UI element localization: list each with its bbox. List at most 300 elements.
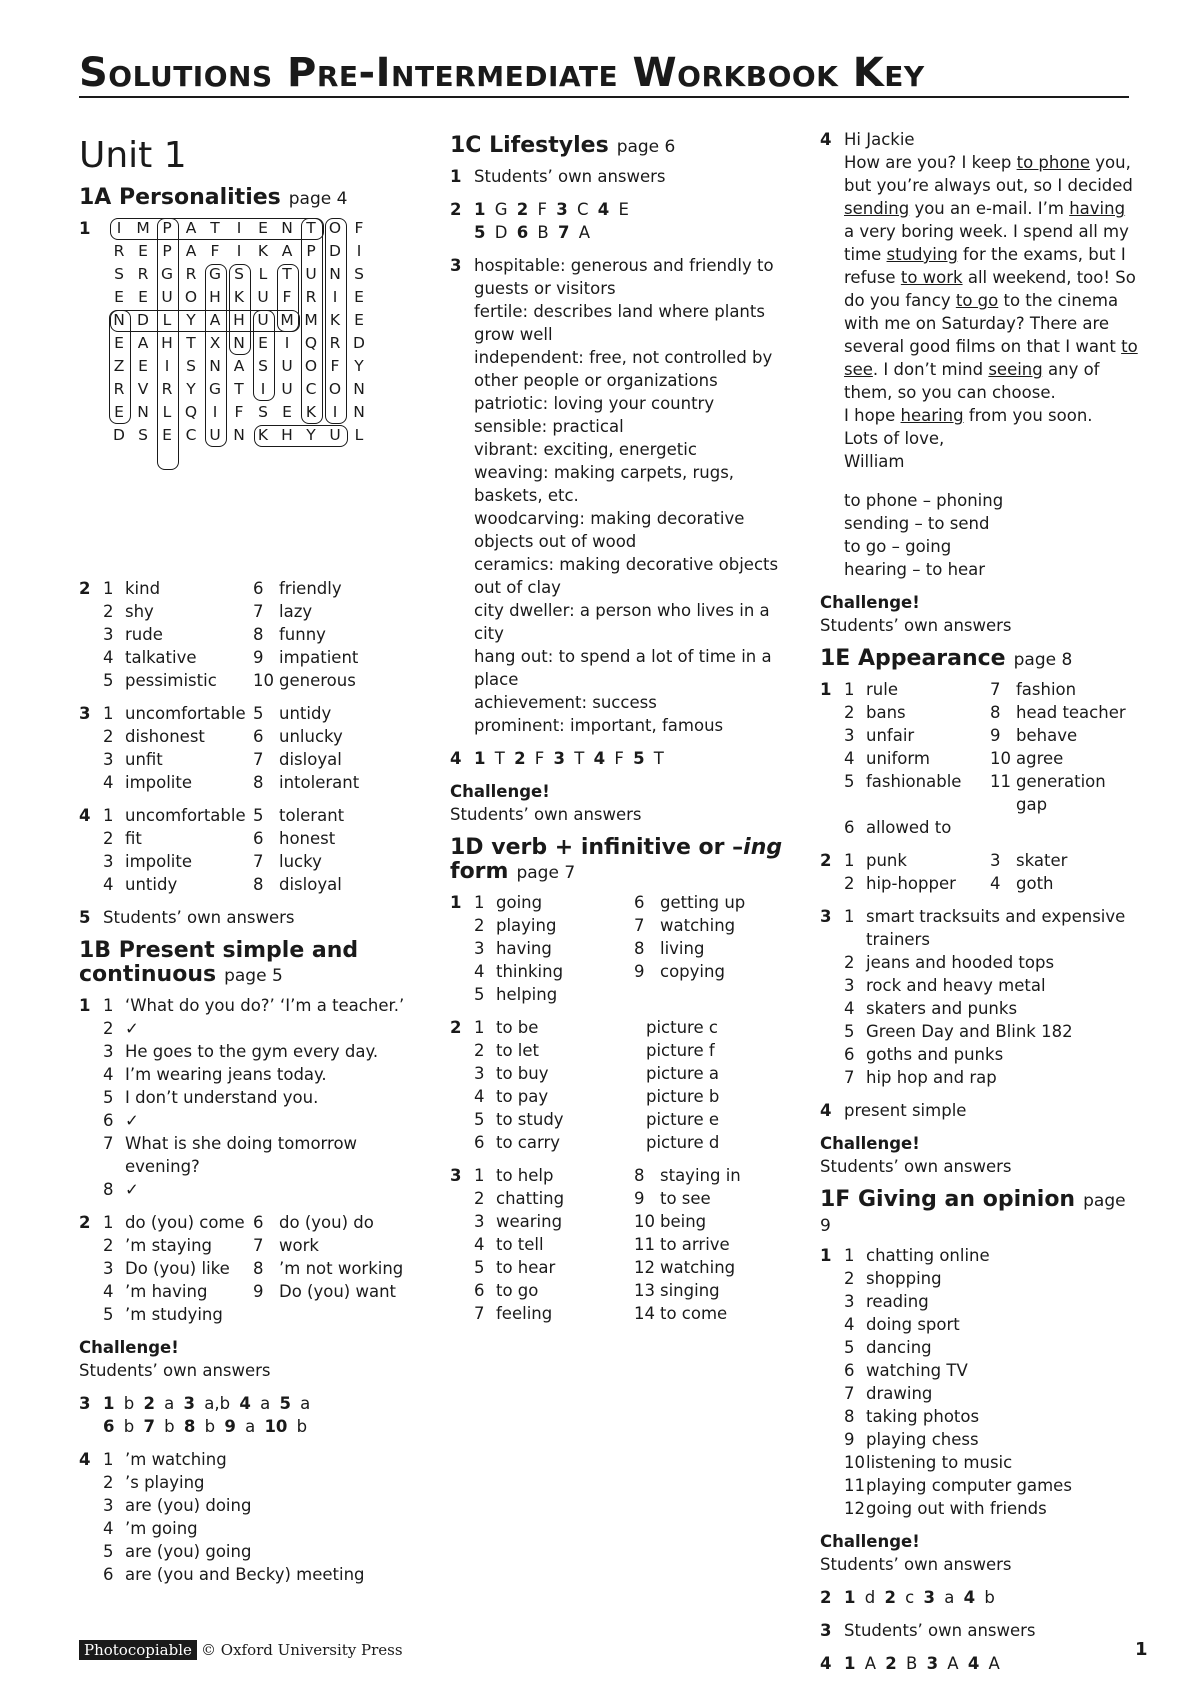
answer-row	[844, 1474, 1140, 1497]
challenge-text: Students’ own answers	[820, 616, 1012, 635]
word-search-letter: S	[234, 265, 244, 283]
section-title-1a	[79, 186, 424, 211]
answer-text: uniform	[866, 749, 930, 768]
answer-line	[844, 1586, 1140, 1609]
answer-number: 6	[844, 818, 855, 837]
answer-row	[103, 1471, 424, 1494]
answer-text: to hear	[496, 1258, 556, 1277]
answer-text: doing sport	[866, 1315, 960, 1334]
answer-letter: b	[114, 1417, 144, 1436]
answer-number: 4	[597, 200, 610, 219]
answer-number: 6	[253, 1213, 264, 1232]
answer-text: What is she doing tomorrow evening?	[125, 1134, 358, 1176]
answer-number: 5	[474, 1110, 485, 1129]
word-search-letter: I	[260, 380, 266, 398]
word-search-letter: A	[209, 311, 221, 329]
section-title-1e-text: 1E Appearance	[820, 646, 1006, 671]
definition-line: ceramics: making decorative objects out of clay	[474, 555, 779, 597]
answer-text: to help	[496, 1166, 554, 1185]
word-search-letter: K	[257, 426, 269, 444]
answer-item	[990, 770, 1140, 816]
picture-reference: picture f	[646, 1041, 715, 1060]
answer-row	[844, 1428, 1140, 1451]
challenge-label: Challenge!	[450, 782, 550, 801]
word-search-letter: E	[162, 426, 172, 444]
correction-line: sending – to send	[844, 514, 990, 533]
answer-text: to let	[496, 1041, 540, 1060]
answer-text: dishonest	[125, 727, 205, 746]
word-search-letter: F	[210, 242, 220, 260]
answer-text: honest	[279, 829, 336, 848]
answer-row	[103, 1109, 424, 1132]
answer-letter: b	[195, 1417, 225, 1436]
answer-letter: a	[154, 1394, 184, 1413]
answer-row	[103, 600, 424, 623]
answer-number: 2	[516, 200, 529, 219]
answer-text: do (you) do	[279, 1213, 374, 1232]
section-title-1c-text: 1C Lifestyles	[450, 133, 609, 158]
answer-item	[103, 1211, 253, 1234]
word-search-letter: E	[354, 311, 364, 329]
word-box-rude	[229, 264, 251, 355]
answer-line	[103, 1415, 424, 1438]
exercise-answers	[844, 1586, 1140, 1609]
answer-row	[103, 1540, 424, 1563]
answer-text: tolerant	[279, 806, 345, 825]
definition-line: patriotic: loving your country	[474, 394, 715, 413]
answer-number: 1	[474, 893, 485, 912]
answer-number: 2	[514, 749, 526, 768]
correction-line: hearing – to hear	[844, 560, 986, 579]
answer-number: 4	[103, 1519, 114, 1538]
word-search-letter: R	[113, 242, 125, 260]
word-box-pessimistic	[157, 218, 179, 470]
word-search-letter: E	[354, 288, 364, 306]
answer-number: 3	[103, 1496, 114, 1515]
answer-text: to be	[496, 1018, 539, 1037]
word-search-letter: T	[210, 219, 220, 237]
word-search-letter: Z	[113, 357, 125, 375]
answer-number: 7	[143, 1417, 155, 1436]
word-search-letter: S	[138, 426, 148, 444]
column-middle	[450, 128, 795, 1335]
answer-item	[474, 1016, 646, 1039]
answer-number: 1	[844, 680, 855, 699]
word-search-letter: A	[281, 242, 293, 260]
answer-number: 9	[634, 962, 645, 981]
answer-number: 4	[474, 962, 485, 981]
answer-text: kind	[125, 579, 161, 598]
exercise-number: 2	[820, 1588, 832, 1607]
answer-row	[474, 1302, 795, 1325]
answer-text: intolerant	[279, 773, 360, 792]
answer-number: 7	[253, 602, 264, 621]
answer-number: 10	[990, 749, 1011, 768]
exercise-answer-text: Students’ own answers	[844, 1621, 1036, 1640]
answer-row	[474, 1016, 795, 1039]
answer-number: 2	[103, 602, 114, 621]
answer-number: 7	[253, 750, 264, 769]
header-rule	[79, 96, 1129, 98]
answer-item	[253, 1211, 374, 1234]
word-search-letter: O	[184, 288, 198, 306]
answer-number: 2	[844, 703, 855, 722]
answer-text: to go	[496, 1281, 539, 1300]
word-search-letter: E	[114, 334, 124, 352]
answer-item	[474, 1108, 646, 1131]
answer-text: head teacher	[1016, 703, 1126, 722]
letter-corrections	[844, 489, 1140, 581]
exercise-answer-text: present simple	[844, 1101, 967, 1120]
answer-text: copying	[660, 962, 725, 981]
answer-text: reading	[866, 1292, 929, 1311]
answer-row	[103, 1494, 424, 1517]
answer-number: 10	[634, 1212, 655, 1231]
challenge-text: Students’ own answers	[450, 805, 642, 824]
answer-item	[844, 872, 990, 895]
word-search-letter: E	[258, 334, 268, 352]
answer-number: 9	[253, 648, 264, 667]
answer-text: fashionable	[866, 772, 962, 791]
answer-number: 6	[253, 727, 264, 746]
exercise-1f-4	[820, 1652, 1140, 1675]
answer-text: He goes to the gym every day.	[125, 1042, 379, 1061]
answer-row	[103, 1234, 424, 1257]
word-search-letter: C	[185, 426, 197, 444]
answer-text: friendly	[279, 579, 342, 598]
answer-text: to pay	[496, 1087, 549, 1106]
word-search-letter: N	[209, 357, 221, 375]
answer-row	[844, 1451, 1140, 1474]
answer-number: 12	[634, 1258, 655, 1277]
answer-text: rude	[125, 625, 163, 644]
answer-row	[103, 994, 424, 1017]
answer-row	[103, 771, 424, 794]
answer-letter: F	[525, 749, 554, 768]
answer-text: disloyal	[279, 875, 342, 894]
picture-reference: picture d	[646, 1133, 720, 1152]
answer-row	[103, 1257, 424, 1280]
answer-number: 8	[634, 1166, 645, 1185]
answer-text: listening to music	[866, 1453, 1013, 1472]
answer-row	[103, 1040, 424, 1063]
answer-text: playing	[496, 916, 557, 935]
letter-text-segment: you, but you’re always out, so I decided	[844, 153, 1133, 195]
answer-item	[253, 702, 331, 725]
answer-item	[253, 669, 356, 692]
answer-number: 1	[103, 996, 114, 1015]
word-search-letter: N	[281, 219, 293, 237]
section-title-1d-line2: form	[450, 859, 509, 884]
answer-letter: T	[565, 749, 594, 768]
answer-number: 4	[103, 648, 114, 667]
answer-number: 6	[103, 1417, 115, 1436]
exercise-1b-1	[79, 994, 424, 1201]
answer-text: smart tracksuits and expensive trainers	[866, 907, 1126, 949]
answer-number: 11	[634, 1235, 655, 1254]
answer-letter: C	[567, 200, 598, 219]
section-title-1b-line2: continuous	[79, 962, 217, 987]
answer-item	[990, 747, 1063, 770]
answer-item	[103, 600, 253, 623]
answer-line	[474, 198, 795, 221]
answer-number: 8	[103, 1180, 114, 1199]
answer-item	[634, 1256, 735, 1279]
answer-letter: b	[114, 1394, 144, 1413]
answer-item	[634, 1302, 727, 1325]
answer-number: 5	[103, 1088, 114, 1107]
answer-item	[844, 724, 990, 747]
answer-number: 11	[990, 772, 1011, 791]
answer-letter: D	[485, 223, 517, 242]
exercise-number: 2	[79, 1213, 91, 1232]
word-search-letter: T	[282, 265, 292, 283]
word-search-letter: E	[138, 288, 148, 306]
answer-row	[474, 1233, 795, 1256]
exercise-answers	[474, 747, 795, 770]
word-search-letter: V	[137, 380, 149, 398]
word-search-letter: O	[328, 380, 342, 398]
exercise-1a-2	[79, 577, 424, 692]
answer-number: 5	[844, 772, 855, 791]
answer-number: 8	[253, 1259, 264, 1278]
word-box-kind	[254, 425, 348, 447]
section-title-1f	[820, 1188, 1140, 1238]
answer-line	[474, 747, 795, 770]
answer-item	[474, 983, 634, 1006]
answer-letter: F	[528, 200, 557, 219]
answer-item	[474, 937, 634, 960]
answer-letter: B	[528, 223, 558, 242]
word-search-letter: Y	[354, 357, 364, 375]
answer-text: generous	[279, 671, 356, 690]
exercise-number: 4	[820, 130, 832, 149]
word-box-generous	[205, 264, 227, 447]
exercise-number: 4	[79, 1450, 91, 1469]
answer-row	[103, 1211, 424, 1234]
word-search-letter: U	[257, 311, 269, 329]
answer-number: 2	[103, 727, 114, 746]
answer-row	[844, 1336, 1140, 1359]
answer-text: to study	[496, 1110, 564, 1129]
answer-item	[253, 1257, 403, 1280]
answer-number: 2	[474, 1041, 485, 1060]
answer-number: 5	[103, 1542, 114, 1561]
answer-item	[474, 1164, 634, 1187]
answer-text: pessimistic	[125, 671, 217, 690]
answer-item	[474, 1131, 646, 1154]
answer-item	[253, 623, 326, 646]
word-search-letter: N	[113, 311, 125, 329]
answer-item	[253, 850, 322, 873]
answer-row	[844, 678, 1140, 701]
answer-text: to tell	[496, 1235, 544, 1254]
answer-letter: A	[569, 223, 591, 242]
answer-text: agree	[1016, 749, 1064, 768]
answer-number: 9	[844, 1430, 855, 1449]
answer-item	[474, 1233, 634, 1256]
exercise-number: 2	[820, 851, 832, 870]
answer-item	[634, 891, 745, 914]
word-search-letter: I	[164, 357, 170, 375]
answer-number: 3	[103, 1042, 114, 1061]
letter-text-segment: for the exams, but I refuse	[844, 245, 1126, 287]
answer-text: punk	[866, 851, 907, 870]
exercise-1e-1	[820, 678, 1140, 839]
answer-number: 8	[183, 1417, 196, 1436]
answer-item	[103, 850, 253, 873]
answer-number: 3	[844, 726, 855, 745]
answer-number: 12	[844, 1499, 865, 1518]
exercise-1c-3	[450, 254, 795, 737]
answer-row	[103, 804, 424, 827]
answer-row	[103, 1063, 424, 1086]
answer-row	[474, 914, 795, 937]
word-search-letter: K	[233, 288, 245, 306]
answer-item	[253, 804, 344, 827]
answer-text: allowed to	[866, 818, 952, 837]
answer-number	[990, 816, 1016, 839]
answer-row	[474, 1164, 795, 1187]
word-search-letter: Q	[304, 334, 318, 352]
word-search-letter: Y	[186, 311, 196, 329]
answer-number	[253, 1303, 279, 1326]
answer-text: Green Day and Blink 182	[866, 1022, 1073, 1041]
answer-text: singing	[660, 1281, 720, 1300]
answer-item	[990, 816, 1016, 839]
answer-text: thinking	[496, 962, 564, 981]
answer-number: 5	[253, 704, 264, 723]
answer-number: 11	[844, 1476, 865, 1495]
answer-number: 8	[253, 875, 264, 894]
unit-title: Unit 1	[79, 135, 187, 176]
challenge-text: Students’ own answers	[820, 1555, 1012, 1574]
exercise-number: 4	[820, 1101, 832, 1120]
exercise-number: 2	[450, 1018, 462, 1037]
exercise-1a-1	[79, 217, 424, 567]
answer-text: playing chess	[866, 1430, 979, 1449]
challenge-text: Students’ own answers	[79, 1361, 271, 1380]
exercise-number: 2	[450, 200, 462, 219]
answer-number: 2	[844, 874, 855, 893]
exercise-answers	[474, 891, 795, 1006]
answer-text: behave	[1016, 726, 1078, 745]
answer-number: 5	[474, 1258, 485, 1277]
exercise-1a-5	[79, 906, 424, 929]
exercise-number: 3	[820, 1621, 832, 1640]
answer-number: 8	[844, 1407, 855, 1426]
answer-number: 3	[923, 1588, 935, 1607]
column-right	[820, 128, 1140, 1685]
answer-item	[634, 914, 735, 937]
exercise-answers	[103, 702, 424, 794]
answer-number: 6	[474, 1133, 485, 1152]
answer-row	[103, 1280, 424, 1303]
word-search-letter: L	[162, 311, 172, 329]
section-title-1c	[450, 134, 795, 159]
answer-text: fashion	[1016, 680, 1077, 699]
word-search-letter: L	[258, 265, 268, 283]
answer-number: 6	[253, 829, 264, 848]
word-search-letter: D	[113, 426, 125, 444]
section-page-1d: page 7	[516, 863, 576, 883]
answer-row	[103, 1086, 424, 1109]
word-search-letter: I	[116, 219, 122, 237]
letter-text-segment: How are you? I keep	[844, 153, 1017, 172]
answer-number: 7	[103, 1134, 114, 1153]
word-search-letter: E	[114, 403, 124, 421]
answer-number: 14	[634, 1304, 655, 1323]
answer-row	[103, 1563, 424, 1586]
word-search-letter: G	[208, 380, 221, 398]
answer-text: are (you) going	[125, 1542, 252, 1561]
answer-row	[844, 1382, 1140, 1405]
answer-text: rule	[866, 680, 898, 699]
word-search-letter: T	[306, 219, 316, 237]
answer-number: 4	[103, 1282, 114, 1301]
answer-number: 3	[474, 939, 485, 958]
letter-text-segment: a very boring week. I spend all my time	[844, 222, 1129, 264]
section-title-1b-line1: 1B Present simple and	[79, 938, 359, 963]
answer-number: 7	[844, 1384, 855, 1403]
answer-text: impolite	[125, 852, 193, 871]
answer-item	[634, 960, 725, 983]
exercise-1f-2	[820, 1586, 1140, 1609]
answer-row	[844, 1290, 1140, 1313]
word-search-letter: M	[280, 311, 294, 329]
challenge-label: Challenge!	[820, 1532, 920, 1551]
exercise-number: 2	[79, 579, 91, 598]
letter-text-segment: all weekend, too! So do you fancy	[844, 268, 1136, 310]
answer-item	[474, 960, 634, 983]
word-search-letter: D	[329, 242, 341, 260]
answer-number: 1	[103, 806, 114, 825]
answer-letter: B	[896, 1654, 927, 1673]
word-search-letter: R	[305, 288, 317, 306]
exercise-answers	[844, 905, 1140, 1089]
answer-letter: F	[605, 749, 634, 768]
answer-text: ’m staying	[125, 1236, 213, 1255]
answer-letter: A	[938, 1654, 968, 1673]
letter-underlined-word: to see	[844, 337, 1138, 379]
answer-row	[474, 1085, 795, 1108]
word-search-letter: I	[236, 242, 242, 260]
answer-item	[990, 849, 1067, 872]
answer-row	[103, 646, 424, 669]
answer-row	[103, 873, 424, 896]
answer-row	[474, 1279, 795, 1302]
answer-item	[103, 1234, 253, 1257]
answer-letter: a	[235, 1417, 265, 1436]
answer-text: unfair	[866, 726, 915, 745]
exercise-number: 3	[79, 1394, 91, 1413]
answer-text: ‘What do you do?’ ‘I’m a teacher.’	[125, 996, 405, 1015]
exercise-1f-1	[820, 1244, 1140, 1520]
answer-letter: a	[934, 1588, 964, 1607]
answer-item	[844, 849, 990, 872]
correction-line: to phone – phoning	[844, 491, 1004, 510]
answer-number: 5	[103, 671, 114, 690]
section-page-1b: page 5	[224, 966, 283, 986]
word-search-letter: H	[161, 334, 173, 352]
answer-text: rock and heavy metal	[866, 976, 1046, 995]
letter-underlined-word: having	[1069, 199, 1126, 218]
answer-number: 3	[926, 1654, 939, 1673]
answer-row	[844, 1359, 1140, 1382]
exercise-answers	[103, 1392, 424, 1438]
exercise-answers	[103, 804, 424, 896]
picture-reference: picture b	[646, 1087, 720, 1106]
